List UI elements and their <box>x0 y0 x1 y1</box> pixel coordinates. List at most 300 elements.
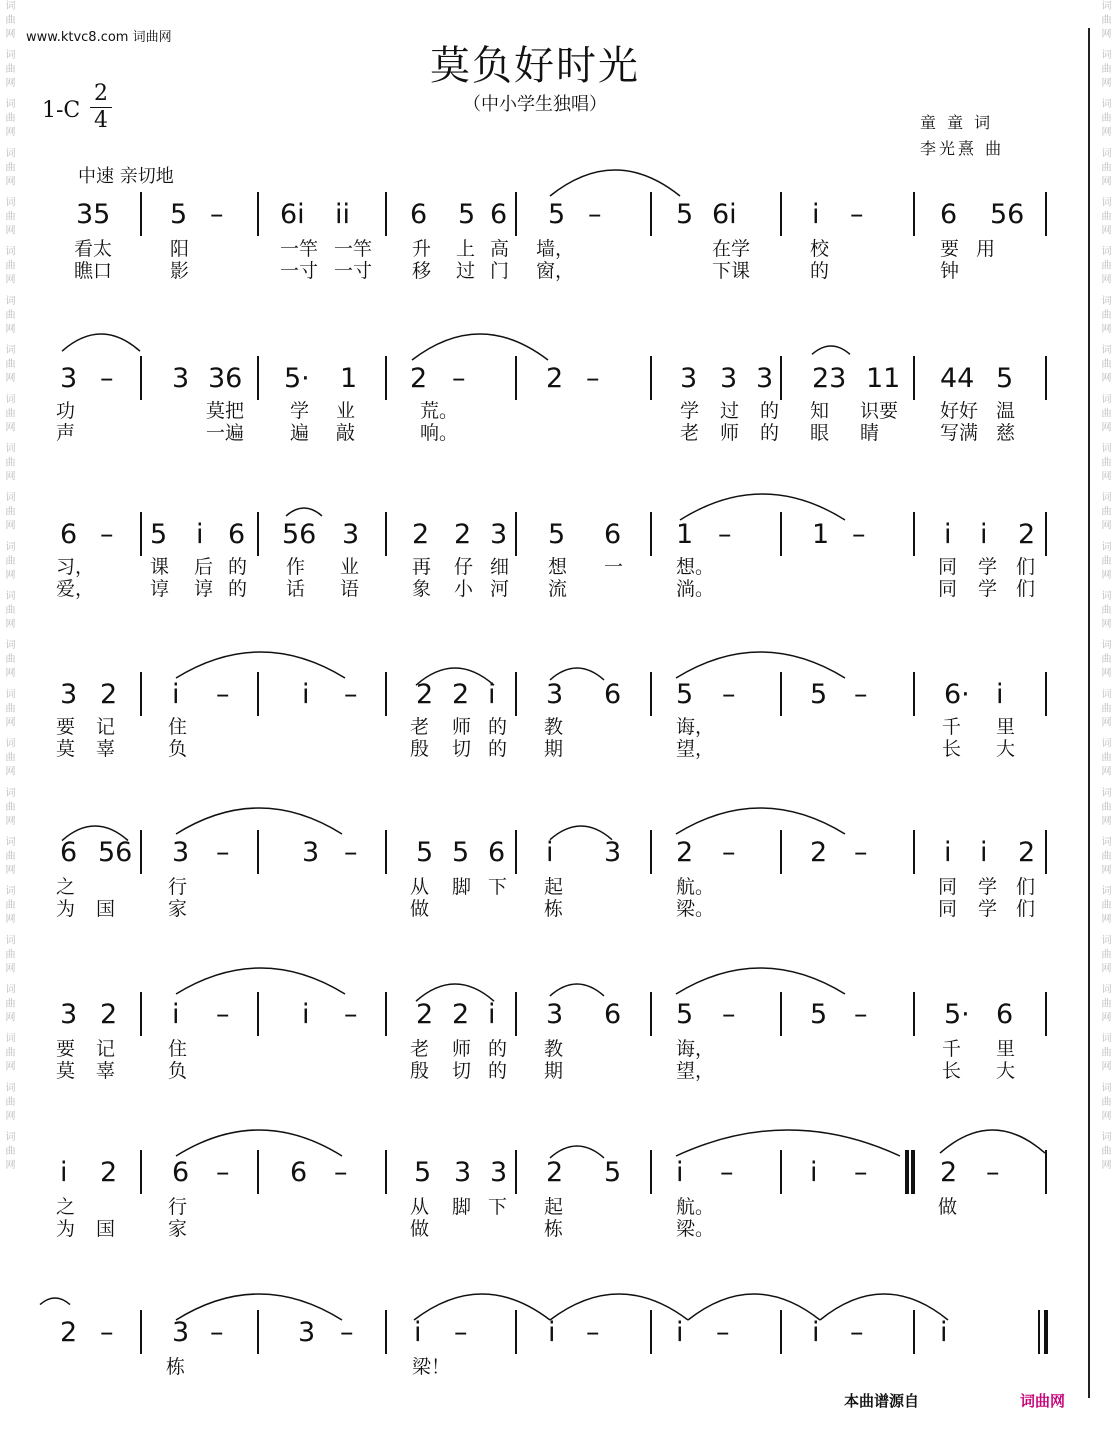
note: 2 <box>452 999 470 1030</box>
note: 2 <box>412 519 430 550</box>
lyric-verse-1: 再 <box>412 556 432 578</box>
lyric-verse-1: 学 <box>978 556 998 578</box>
note: 5 <box>996 363 1014 394</box>
note: – <box>100 363 114 394</box>
note: – <box>100 1317 114 1348</box>
slur <box>676 1130 900 1156</box>
note: 5· <box>284 363 310 394</box>
lyric-verse-1: 课 <box>150 556 170 578</box>
note: 2 <box>546 1157 564 1188</box>
lyric-verse-2: 河 <box>490 578 510 600</box>
slur <box>550 1146 604 1158</box>
lyric-verse-2: 辜 <box>96 738 116 760</box>
lyric-verse-1: 教 <box>544 1038 564 1060</box>
lyric-verse-1: 高 <box>490 238 510 260</box>
note: i <box>172 999 180 1030</box>
lyric-verse-1: 想。 <box>676 556 715 578</box>
slur <box>40 1298 70 1305</box>
lyric-verse-2: 长 <box>942 1060 962 1082</box>
lyric-verse-1: 们 <box>1016 556 1036 578</box>
note: 2 <box>416 679 434 710</box>
note: – <box>718 519 732 550</box>
lyric-verse-1: 梁！ <box>412 1356 451 1378</box>
note: – <box>986 1157 1000 1188</box>
slur <box>688 1294 820 1320</box>
lyric-verse-1: 功 <box>56 400 76 422</box>
note: 56 <box>98 837 133 868</box>
lyric-verse-1: 一 <box>604 556 624 578</box>
lyric-verse-1: 教 <box>544 716 564 738</box>
lyric-verse-1: 作 <box>286 556 306 578</box>
note: i <box>546 837 554 868</box>
lyric-verse-2: 的 <box>488 738 508 760</box>
note: – <box>852 519 866 550</box>
lyric-verse-1: 行 <box>168 876 188 898</box>
lyric-verse-1: 航。 <box>676 876 715 898</box>
lyric-verse-1: 之 <box>56 1196 76 1218</box>
note: i <box>996 679 1004 710</box>
lyric-verse-2: 谆 <box>194 578 214 600</box>
note: 3 <box>720 363 738 394</box>
note: – <box>210 1317 224 1348</box>
lyric-verse-2: 切 <box>452 738 472 760</box>
lyric-verse-2: 切 <box>452 1060 472 1082</box>
lyric-verse-2: 睛 <box>860 422 880 444</box>
lyric-verse-2: 望， <box>676 1060 715 1082</box>
note: 5 <box>676 999 694 1030</box>
slur <box>676 652 845 678</box>
lyric-verse-1: 的 <box>228 556 248 578</box>
lyric-verse-1: 要 <box>940 238 960 260</box>
lyric-verse-2: 眼 <box>810 422 830 444</box>
note: 6i <box>280 199 305 230</box>
slur <box>812 346 850 354</box>
site-url: www.ktvc8.com 词曲网 <box>26 30 172 45</box>
note: 6 <box>60 519 78 550</box>
note: i <box>676 1157 684 1188</box>
lyric-verse-1: 一竿 <box>334 238 373 260</box>
lyric-verse-1: 师 <box>452 716 472 738</box>
slur <box>550 170 680 196</box>
lyric-verse-1: 同 <box>938 876 958 898</box>
note: 5 <box>548 199 566 230</box>
lyric-verse-2: 钟 <box>940 260 960 282</box>
note: 5 <box>810 679 828 710</box>
note: 1 <box>340 363 358 394</box>
lyric-verse-1: 阳 <box>170 238 190 260</box>
note: 56 <box>282 519 317 550</box>
note: 6 <box>604 679 622 710</box>
note: 6 <box>604 999 622 1030</box>
note: i <box>196 519 204 550</box>
note: 2 <box>416 999 434 1030</box>
slur <box>680 494 845 520</box>
note: 23 <box>812 363 847 394</box>
lyric-verse-2: 大 <box>996 1060 1016 1082</box>
lyric-verse-2: 莫 <box>56 738 76 760</box>
slur <box>414 1294 550 1320</box>
lyric-verse-2: 过 <box>456 260 476 282</box>
slur <box>176 1130 342 1156</box>
note: 1 <box>676 519 694 550</box>
slur <box>62 826 128 841</box>
lyric-verse-1: 升 <box>412 238 432 260</box>
note: 5 <box>458 199 476 230</box>
lyric-verse-2: 老 <box>680 422 700 444</box>
note: 6 <box>488 837 506 868</box>
lyric-verse-1: 一竿 <box>280 238 319 260</box>
lyric-verse-1: 脚 <box>452 876 472 898</box>
lyric-verse-2: 的 <box>810 260 830 282</box>
lyric-verse-1: 老 <box>410 716 430 738</box>
lyric-verse-1: 仔 <box>454 556 474 578</box>
note: 5 <box>150 519 168 550</box>
lyric-verse-1: 住 <box>168 716 188 738</box>
lyric-verse-2: 声 <box>56 422 76 444</box>
lyric-verse-1: 从 <box>410 1196 430 1218</box>
lyric-verse-2: 辜 <box>96 1060 116 1082</box>
slur <box>416 984 494 1001</box>
lyric-verse-2: 下课 <box>712 260 751 282</box>
composer-credit: 李光熹 曲 <box>920 139 1005 158</box>
note: 6 <box>228 519 246 550</box>
lyric-verse-1: 下 <box>488 1196 508 1218</box>
lyric-verse-2: 们 <box>1016 898 1036 920</box>
note: 3 <box>604 837 622 868</box>
lyric-verse-1: 诲， <box>676 716 715 738</box>
lyric-verse-2: 瞧口 <box>74 260 113 282</box>
lyric-verse-2: 梁。 <box>676 898 715 920</box>
lyric-verse-1: 要 <box>56 1038 76 1060</box>
note: – <box>854 1157 868 1188</box>
note: 5· <box>944 999 970 1030</box>
note: 2 <box>676 837 694 868</box>
note: – <box>344 837 358 868</box>
note: 6 <box>940 199 958 230</box>
note: – <box>210 199 224 230</box>
lyric-verse-2: 同 <box>938 578 958 600</box>
note: – <box>722 837 736 868</box>
note: i <box>488 679 496 710</box>
note: – <box>850 199 864 230</box>
note: – <box>340 1317 354 1348</box>
lyric-verse-2: 一寸 <box>334 260 373 282</box>
song-title: 莫负好时光 <box>430 43 640 89</box>
lyric-verse-1: 记 <box>96 1038 116 1060</box>
slur <box>176 1294 342 1320</box>
watermark-right: 词曲网 词曲网 词曲网 词曲网 词曲网 词曲网 词曲网 词曲网 词曲网 词曲网 词曲网 词曲网 词曲网 词曲网 词曲网 词曲网 词曲网 词曲网 词曲网 词曲网 词曲网 词曲网 词曲网 词曲网 <box>1099 0 1110 1174</box>
lyric-verse-2: 望， <box>676 738 715 760</box>
note: 5 <box>414 1157 432 1188</box>
lyric-verse-2: 为 <box>56 898 76 920</box>
lyric-verse-1: 识要 <box>860 400 899 422</box>
slur <box>286 508 322 516</box>
note: 5 <box>170 199 188 230</box>
lyric-verse-1: 学 <box>680 400 700 422</box>
note: 36 <box>208 363 243 394</box>
note: 3 <box>60 363 78 394</box>
note: 3 <box>546 679 564 710</box>
slur <box>940 1130 1045 1153</box>
lyric-verse-1: 后 <box>194 556 214 578</box>
footer-source: 本曲谱源自 <box>844 1392 920 1410</box>
lyric-verse-1: 的 <box>488 716 508 738</box>
lyric-verse-2: 负 <box>168 738 188 760</box>
lyric-verse-2: 小 <box>454 578 474 600</box>
lyric-verse-2: 响。 <box>420 422 459 444</box>
watermark-left: 词曲网 词曲网 词曲网 词曲网 词曲网 词曲网 词曲网 词曲网 词曲网 词曲网 词曲网 词曲网 词曲网 词曲网 词曲网 词曲网 词曲网 词曲网 词曲网 词曲网 词曲网 词曲网 词曲网 词曲网 <box>3 0 14 1174</box>
lyric-verse-1: 荒。 <box>420 400 459 422</box>
song-subtitle: （中小学生独唱） <box>463 94 607 115</box>
note: 3 <box>298 1317 316 1348</box>
lyric-verse-2: 语 <box>340 578 360 600</box>
slur <box>412 334 548 360</box>
note: i <box>812 199 820 230</box>
lyric-verse-1: 记 <box>96 716 116 738</box>
note: – <box>850 1317 864 1348</box>
note: i <box>676 1317 684 1348</box>
slur <box>550 1294 688 1320</box>
lyric-verse-1: 下 <box>488 876 508 898</box>
lyric-verse-1: 在学 <box>712 238 751 260</box>
note: 6i <box>712 199 737 230</box>
note: i <box>488 999 496 1030</box>
note: 3 <box>490 1157 508 1188</box>
lyric-verse-1: 们 <box>1016 876 1036 898</box>
note: 2 <box>100 679 118 710</box>
lyric-verse-2: 家 <box>168 898 188 920</box>
note: 3 <box>342 519 360 550</box>
lyric-verse-1: 从 <box>410 876 430 898</box>
note: 2 <box>100 1157 118 1188</box>
lyric-verse-2: 莫 <box>56 1060 76 1082</box>
time-signature-top: 2 <box>94 81 108 106</box>
lyric-verse-2: 一寸 <box>280 260 319 282</box>
tempo-marking: 中速 亲切地 <box>78 166 174 187</box>
slur <box>820 1294 948 1320</box>
note: 3 <box>680 363 698 394</box>
lyric-verse-1: 行 <box>168 1196 188 1218</box>
note: – <box>854 679 868 710</box>
note: 3 <box>60 999 78 1030</box>
note: 5 <box>810 999 828 1030</box>
lyric-verse-2: 家 <box>168 1218 188 1240</box>
note: i <box>812 1317 820 1348</box>
lyric-verse-1: 学 <box>978 876 998 898</box>
lyric-verse-2: 写满 <box>940 422 979 444</box>
note: 1 <box>812 519 830 550</box>
time-signature-bottom: 4 <box>94 108 108 133</box>
note: i <box>60 1157 68 1188</box>
note: i <box>548 1317 556 1348</box>
lyric-verse-2: 国 <box>96 1218 116 1240</box>
note: 56 <box>990 199 1025 230</box>
lyric-verse-1: 的 <box>488 1038 508 1060</box>
slur <box>676 808 845 834</box>
note: 6 <box>290 1157 308 1188</box>
lyric-verse-2: 窗， <box>536 260 575 282</box>
lyric-verse-1: 用 <box>976 238 996 260</box>
note: 2 <box>1018 519 1036 550</box>
lyric-verse-1: 里 <box>996 1038 1016 1060</box>
note: – <box>586 363 600 394</box>
lyric-verse-1: 上 <box>456 238 476 260</box>
note: – <box>452 363 466 394</box>
note: 6 <box>490 199 508 230</box>
note: – <box>216 1157 230 1188</box>
note: 6· <box>944 679 970 710</box>
slur <box>550 984 604 996</box>
note: – <box>216 679 230 710</box>
lyric-verse-2: 大 <box>996 738 1016 760</box>
slur <box>176 968 345 994</box>
lyric-verse-2: 同 <box>938 898 958 920</box>
lyricist-credit: 童 童 词 <box>920 113 994 132</box>
lyric-verse-1: 莫把 <box>206 400 245 422</box>
note: – <box>588 199 602 230</box>
lyric-verse-2: 淌。 <box>676 578 715 600</box>
lyric-verse-1: 千 <box>942 716 962 738</box>
note: – <box>100 519 114 550</box>
note: 2 <box>546 363 564 394</box>
note: 6 <box>172 1157 190 1188</box>
note: 3 <box>302 837 320 868</box>
lyric-verse-1: 想 <box>548 556 568 578</box>
lyric-verse-2: 遍 <box>290 422 310 444</box>
slur <box>416 668 494 685</box>
note: – <box>216 999 230 1030</box>
lyric-verse-1: 墙， <box>536 238 575 260</box>
note: – <box>854 999 868 1030</box>
lyric-verse-1: 住 <box>168 1038 188 1060</box>
lyric-verse-1: 细 <box>490 556 510 578</box>
note: 5 <box>604 1157 622 1188</box>
lyric-verse-2: 学 <box>978 578 998 600</box>
slur <box>176 808 342 834</box>
lyric-verse-2: 栋 <box>544 898 564 920</box>
lyric-verse-2: 做 <box>410 1218 430 1240</box>
lyric-verse-1: 习， <box>56 556 95 578</box>
note: 2 <box>60 1317 78 1348</box>
lyric-verse-2: 敲 <box>336 422 356 444</box>
lyric-verse-2: 象 <box>412 578 432 600</box>
lyric-verse-1: 学 <box>290 400 310 422</box>
note: 3 <box>756 363 774 394</box>
note: 6 <box>410 199 428 230</box>
slur <box>676 968 845 994</box>
slur <box>62 334 140 351</box>
note: – <box>454 1317 468 1348</box>
lyric-verse-2: 栋 <box>544 1218 564 1240</box>
slur <box>550 826 612 840</box>
note: 2 <box>810 837 828 868</box>
lyric-verse-2: 为 <box>56 1218 76 1240</box>
lyric-verse-2: 做 <box>410 898 430 920</box>
note: 5 <box>676 679 694 710</box>
lyric-verse-1: 校 <box>810 238 830 260</box>
lyric-verse-2: 国 <box>96 898 116 920</box>
note: 2 <box>454 519 472 550</box>
lyric-verse-2: 话 <box>286 578 306 600</box>
note: 11 <box>866 363 901 394</box>
lyric-verse-2: 期 <box>544 1060 564 1082</box>
lyric-verse-2: 师 <box>720 422 740 444</box>
lyric-verse-2: 一遍 <box>206 422 245 444</box>
note: 5 <box>452 837 470 868</box>
note: 3 <box>490 519 508 550</box>
note: – <box>344 679 358 710</box>
note: i <box>980 837 988 868</box>
note: i <box>980 519 988 550</box>
lyric-verse-2: 长 <box>942 738 962 760</box>
note: – <box>216 837 230 868</box>
lyric-verse-2: 慈 <box>996 422 1016 444</box>
lyric-verse-2: 的 <box>228 578 248 600</box>
note: 2 <box>1018 837 1036 868</box>
lyric-verse-1: 的 <box>760 400 780 422</box>
note: i <box>944 519 952 550</box>
lyric-verse-1: 之 <box>56 876 76 898</box>
note: i <box>302 679 310 710</box>
lyric-verse-2: 影 <box>170 260 190 282</box>
note: i <box>944 837 952 868</box>
lyric-verse-1: 诲， <box>676 1038 715 1060</box>
lyric-verse-1: 业 <box>340 556 360 578</box>
note: 2 <box>452 679 470 710</box>
note: 3 <box>546 999 564 1030</box>
lyric-verse-1: 起 <box>544 876 564 898</box>
note: 5 <box>416 837 434 868</box>
note: i <box>940 1317 948 1348</box>
note: 35 <box>76 199 111 230</box>
lyric-verse-1: 航。 <box>676 1196 715 1218</box>
lyric-verse-2: 殷 <box>410 1060 430 1082</box>
note: – <box>344 999 358 1030</box>
note: i <box>414 1317 422 1348</box>
note: 6 <box>996 999 1014 1030</box>
note: 5 <box>676 199 694 230</box>
slur <box>550 668 604 680</box>
lyric-verse-1: 温 <box>996 400 1016 422</box>
note: i <box>810 1157 818 1188</box>
lyric-verse-2: 负 <box>168 1060 188 1082</box>
note: – <box>334 1157 348 1188</box>
lyric-verse-2: 期 <box>544 738 564 760</box>
note: 5 <box>548 519 566 550</box>
lyric-verse-1: 千 <box>942 1038 962 1060</box>
note: – <box>716 1317 730 1348</box>
lyric-verse-2: 爱， <box>56 578 95 600</box>
note: – <box>720 1157 734 1188</box>
key-signature: 1-C <box>42 98 81 123</box>
lyric-verse-2: 们 <box>1016 578 1036 600</box>
lyric-verse-1: 师 <box>452 1038 472 1060</box>
note: 2 <box>100 999 118 1030</box>
lyric-verse-1: 里 <box>996 716 1016 738</box>
slur <box>176 652 345 678</box>
note: – <box>722 999 736 1030</box>
lyric-verse-1: 老 <box>410 1038 430 1060</box>
lyric-verse-1: 看太 <box>74 238 113 260</box>
note: 3 <box>454 1157 472 1188</box>
note: 2 <box>410 363 428 394</box>
note: – <box>854 837 868 868</box>
note: 44 <box>940 363 975 394</box>
lyric-verse-2: 殷 <box>410 738 430 760</box>
note: i <box>302 999 310 1030</box>
note: – <box>586 1317 600 1348</box>
lyric-verse-2: 门 <box>490 260 510 282</box>
